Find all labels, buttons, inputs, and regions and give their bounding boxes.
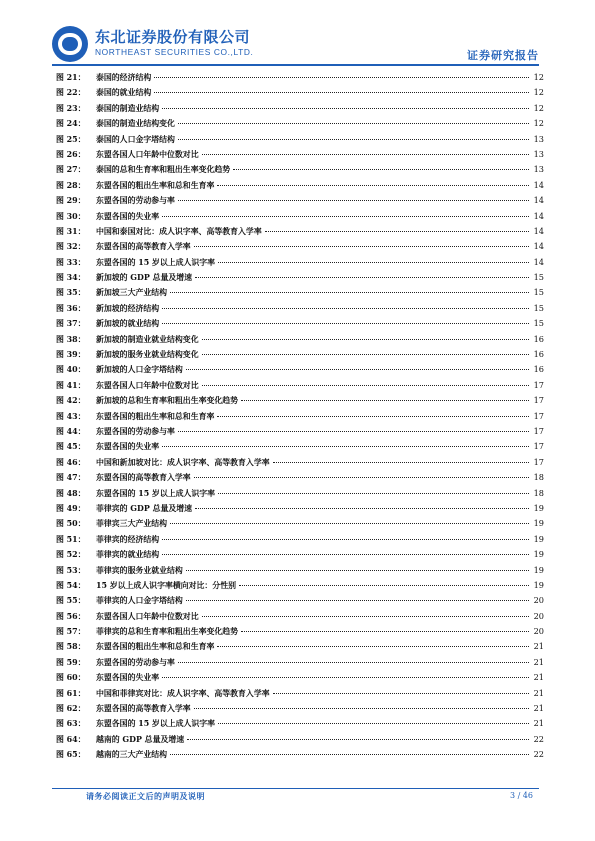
figure-list-item[interactable] (56, 362, 544, 377)
figure-label: 图 56： (56, 611, 86, 621)
dot-leader (217, 645, 529, 647)
figure-list-item[interactable] (56, 316, 544, 331)
dot-leader (233, 168, 529, 170)
dot-leader (162, 322, 529, 324)
dot-leader (202, 353, 529, 355)
figure-label: 图 61： (56, 688, 86, 698)
figure-list-item[interactable] (56, 732, 544, 747)
dot-leader (194, 707, 529, 709)
figure-label: 图 42： (56, 396, 86, 406)
figure-label: 图 46： (56, 457, 86, 467)
figure-list-item[interactable] (56, 655, 544, 670)
figure-label: 图 36： (56, 303, 86, 313)
figure-title: 越南的三大产业结构 (96, 750, 168, 760)
figure-title: 泰国的制造业结构变化 (96, 119, 175, 129)
figure-label: 图 53： (56, 565, 86, 575)
figure-title: 泰国的就业结构 (96, 88, 152, 98)
figure-page-number: 15 (533, 287, 544, 298)
figure-title: 东盟各国人口年龄中位数对比 (96, 380, 199, 390)
figure-label: 图 26： (56, 149, 86, 159)
figure-title: 新加坡的人口金字塔结构 (96, 365, 183, 375)
figure-label: 图 38： (56, 334, 86, 344)
figure-list-item[interactable] (56, 609, 544, 624)
figure-title: 东盟各国的劳动参与率 (96, 196, 175, 206)
dot-leader (218, 492, 529, 494)
figure-label: 图 60： (56, 673, 86, 683)
figure-label: 图 35： (56, 288, 86, 298)
figure-title: 东盟各国的粗出生率和总和生育率 (96, 642, 215, 652)
figure-label: 图 59： (56, 657, 86, 667)
figure-list-item[interactable] (56, 393, 544, 408)
dot-leader (195, 507, 529, 509)
figure-label: 图 57： (56, 627, 86, 637)
figure-page-number: 20 (533, 610, 544, 621)
figure-title: 东盟各国的高等教育入学率 (96, 473, 191, 483)
figure-title: 东盟各国的失业率 (96, 673, 160, 683)
figure-label: 图 21： (56, 73, 86, 82)
dot-leader (202, 153, 529, 155)
figure-title: 泰国的经济结构 (96, 73, 152, 82)
figure-title: 东盟各国的高等教育入学率 (96, 704, 191, 714)
figure-page-number: 16 (533, 364, 544, 375)
page-number: 3 / 46 (509, 791, 533, 800)
figure-page-number: 17 (533, 441, 544, 452)
dot-leader (178, 661, 529, 663)
figure-title: 泰国的总和生育率和粗出生率变化趋势 (96, 165, 231, 175)
figure-list-item[interactable] (56, 439, 544, 454)
dot-leader (217, 415, 529, 417)
figure-page-number: 21 (533, 656, 544, 667)
figure-page-number: 19 (533, 533, 544, 544)
figure-title: 东盟各国的高等教育入学率 (96, 242, 191, 252)
figure-title: 泰国的制造业结构 (96, 103, 160, 113)
figure-page-number: 13 (533, 133, 544, 144)
figure-list-item[interactable] (56, 70, 544, 85)
figure-list-item[interactable] (56, 224, 544, 239)
figure-title: 菲律宾的人口金字塔结构 (96, 596, 183, 606)
figure-list-item[interactable] (56, 301, 544, 316)
figure-list-item[interactable] (56, 639, 544, 654)
figure-list-item[interactable] (56, 686, 544, 701)
footer-disclaimer: 请务必阅读正文后的声明及说明 (86, 792, 205, 801)
figure-label: 图 30： (56, 211, 86, 221)
figure-title: 新加坡三大产业结构 (96, 288, 168, 298)
figure-label: 图 54： (56, 580, 86, 590)
dot-leader (178, 430, 529, 432)
figure-title: 菲律宾的总和生育率和粗出生率变化趋势 (96, 627, 239, 637)
figure-label: 图 52： (56, 550, 86, 560)
dot-leader (162, 445, 529, 447)
figure-label: 图 23： (56, 103, 86, 113)
figure-label: 图 22： (56, 88, 86, 98)
figure-page-number: 14 (533, 225, 544, 236)
figure-list-item[interactable] (56, 486, 544, 501)
figure-list-item[interactable] (56, 563, 544, 578)
dot-leader (162, 215, 529, 217)
figure-list-item[interactable] (56, 455, 544, 470)
figure-title: 菲律宾三大产业结构 (96, 519, 168, 529)
figure-list-item[interactable] (56, 132, 544, 147)
dot-leader (170, 291, 529, 293)
figure-title: 东盟各国的 15 岁以上成人识字率 (96, 257, 216, 267)
figure-list-item[interactable] (56, 624, 544, 639)
figure-page-number: 21 (533, 672, 544, 683)
dot-leader (202, 615, 529, 617)
figure-label: 图 44： (56, 426, 86, 436)
dot-leader (241, 630, 529, 632)
figure-label: 图 47： (56, 473, 86, 483)
company-name-cn: 东北证券股份有限公司 (95, 28, 251, 46)
dot-leader (186, 569, 529, 571)
figure-list-item[interactable] (56, 547, 544, 562)
figure-label: 图 50： (56, 519, 86, 529)
figure-page-number: 21 (533, 687, 544, 698)
figure-title: 菲律宾的就业结构 (96, 550, 160, 560)
figure-label: 图 43： (56, 411, 86, 421)
figure-page-number: 13 (533, 148, 544, 159)
figure-page-number: 12 (533, 102, 544, 113)
dot-leader (202, 338, 529, 340)
figure-title: 东盟各国的 15 岁以上成人识字率 (96, 719, 216, 729)
figure-list-item[interactable] (56, 178, 544, 193)
figure-label: 图 65： (56, 750, 86, 760)
dot-leader (162, 676, 529, 678)
figure-list-item[interactable] (56, 209, 544, 224)
figure-list-item[interactable] (56, 332, 544, 347)
dot-leader (186, 368, 529, 370)
page-header (0, 0, 595, 70)
figure-list (56, 70, 544, 763)
figure-label: 图 27： (56, 165, 86, 175)
figure-page-number: 12 (533, 87, 544, 98)
figure-title: 新加坡的制造业就业结构变化 (96, 334, 199, 344)
figure-list-item[interactable] (56, 285, 544, 300)
figure-page-number: 16 (533, 333, 544, 344)
dot-leader (186, 599, 529, 601)
dot-leader (178, 138, 529, 140)
dot-leader (162, 538, 529, 540)
figure-page-number: 17 (533, 395, 544, 406)
figure-list-item[interactable] (56, 470, 544, 485)
figure-page-number: 14 (533, 195, 544, 206)
figure-list-item[interactable] (56, 270, 544, 285)
figure-list-item[interactable] (56, 162, 544, 177)
figure-page-number: 16 (533, 349, 544, 360)
footer-divider (52, 788, 539, 789)
figure-page-number: 12 (533, 72, 544, 82)
figure-label: 图 48： (56, 488, 86, 498)
dot-leader (170, 522, 529, 524)
figure-label: 图 33： (56, 257, 86, 267)
dot-leader (162, 107, 529, 109)
figure-title: 新加坡的就业结构 (96, 319, 160, 329)
dot-leader (273, 461, 529, 463)
figure-page-number: 18 (533, 472, 544, 483)
figure-label: 图 40： (56, 365, 86, 375)
report-type-label: 证券研究报告 (467, 49, 539, 62)
figure-title: 中国和新加坡对比：成人识字率、高等教育入学率 (96, 457, 270, 467)
figure-label: 图 29： (56, 196, 86, 206)
figure-page-number: 14 (533, 241, 544, 252)
figure-title: 菲律宾的服务业就业结构 (96, 565, 183, 575)
figure-title: 东盟各国的劳动参与率 (96, 657, 175, 667)
figure-title: 东盟各国人口年龄中位数对比 (96, 611, 199, 621)
figure-label: 图 25： (56, 134, 86, 144)
dot-leader (239, 584, 529, 586)
figure-list-item[interactable] (56, 670, 544, 685)
figure-list-item[interactable] (56, 716, 544, 731)
dot-leader (162, 307, 529, 309)
dot-leader (162, 553, 529, 555)
figure-title: 东盟各国的失业率 (96, 211, 160, 221)
figure-title: 中国和泰国对比：成人识字率、高等教育入学率 (96, 226, 262, 236)
figure-title: 菲律宾的 GDP 总量及增速 (96, 503, 193, 513)
company-logo-icon (52, 26, 88, 62)
figure-title: 东盟各国的 15 岁以上成人识字率 (96, 488, 216, 498)
figure-label: 图 49： (56, 503, 86, 513)
figure-page-number: 19 (533, 549, 544, 560)
figure-label: 图 31： (56, 226, 86, 236)
figure-list-item[interactable] (56, 747, 544, 762)
figure-list-item[interactable] (56, 116, 544, 131)
figure-page-number: 19 (533, 502, 544, 513)
dot-leader (178, 199, 529, 201)
figure-page-number: 21 (533, 703, 544, 714)
figure-label: 图 45： (56, 442, 86, 452)
figure-label: 图 62： (56, 704, 86, 714)
figure-page-number: 22 (533, 733, 544, 744)
figure-list-item[interactable] (56, 501, 544, 516)
figure-title: 东盟各国的粗出生率和总和生育率 (96, 411, 215, 421)
figure-list-item[interactable] (56, 193, 544, 208)
dot-leader (194, 476, 529, 478)
dot-leader (202, 384, 529, 386)
figure-page-number: 15 (533, 302, 544, 313)
figure-title: 新加坡的 GDP 总量及增速 (96, 273, 193, 283)
figure-title: 菲律宾的经济结构 (96, 534, 160, 544)
figure-page-number: 21 (533, 641, 544, 652)
figure-label: 图 64： (56, 734, 86, 744)
figure-title: 越南的 GDP 总量及增速 (96, 734, 185, 744)
header-divider (52, 64, 539, 66)
dot-leader (218, 722, 529, 724)
dot-leader (170, 753, 529, 755)
figure-page-number: 21 (533, 718, 544, 729)
figure-title: 东盟各国的粗出生率和总和生育率 (96, 180, 215, 190)
figure-page-number: 19 (533, 518, 544, 529)
figure-title: 东盟各国的劳动参与率 (96, 426, 175, 436)
figure-page-number: 20 (533, 626, 544, 637)
figure-page-number: 19 (533, 564, 544, 575)
figure-page-number: 13 (533, 164, 544, 175)
figure-page-number: 20 (533, 595, 544, 606)
figure-list-item[interactable] (56, 239, 544, 254)
figure-page-number: 19 (533, 579, 544, 590)
figure-list-item[interactable] (56, 378, 544, 393)
figure-list-item[interactable] (56, 147, 544, 162)
figure-list-item[interactable] (56, 101, 544, 116)
dot-leader (273, 692, 529, 694)
figure-page-number: 14 (533, 179, 544, 190)
dot-leader (265, 230, 529, 232)
figure-label: 图 24： (56, 119, 86, 129)
figure-list-item[interactable] (56, 85, 544, 100)
figure-page-number: 12 (533, 118, 544, 129)
figure-title: 东盟各国的失业率 (96, 442, 160, 452)
figure-label: 图 39： (56, 350, 86, 360)
figure-page-number: 17 (533, 379, 544, 390)
dot-leader (187, 738, 529, 740)
figure-list-item[interactable] (56, 701, 544, 716)
figure-list-item[interactable] (56, 578, 544, 593)
figure-page-number: 17 (533, 425, 544, 436)
figure-label: 图 28： (56, 180, 86, 190)
figure-page-number: 17 (533, 410, 544, 421)
figure-label: 图 55： (56, 596, 86, 606)
dot-leader (241, 399, 529, 401)
figure-list-item[interactable] (56, 424, 544, 439)
figure-list-item[interactable] (56, 255, 544, 270)
dot-leader (178, 122, 529, 124)
figure-label: 图 63： (56, 719, 86, 729)
figure-page-number: 17 (533, 456, 544, 467)
figure-label: 图 58： (56, 642, 86, 652)
figure-title: 中国和菲律宾对比：成人识字率、高等教育入学率 (96, 688, 270, 698)
figure-page-number: 18 (533, 487, 544, 498)
figure-label: 图 32： (56, 242, 86, 252)
dot-leader (218, 261, 529, 263)
figure-title: 新加坡的总和生育率和粗出生率变化趋势 (96, 396, 239, 406)
figure-page-number: 14 (533, 210, 544, 221)
figure-title: 泰国的人口金字塔结构 (96, 134, 175, 144)
dot-leader (217, 184, 529, 186)
figure-label: 图 51： (56, 534, 86, 544)
figure-list-item[interactable] (56, 347, 544, 362)
figure-label: 图 41： (56, 380, 86, 390)
figure-title: 新加坡的经济结构 (96, 303, 160, 313)
dot-leader (194, 245, 529, 247)
figure-page-number: 22 (533, 749, 544, 760)
figure-page-number: 15 (533, 318, 544, 329)
figure-title: 新加坡的服务业就业结构变化 (96, 350, 199, 360)
figure-label: 图 34： (56, 273, 86, 283)
figure-list-item[interactable] (56, 532, 544, 547)
figure-page-number: 14 (533, 256, 544, 267)
figure-list-item[interactable] (56, 516, 544, 531)
dot-leader (154, 91, 529, 93)
figure-label: 图 37： (56, 319, 86, 329)
dot-leader (195, 276, 529, 278)
figure-title: 东盟各国人口年龄中位数对比 (96, 149, 199, 159)
figure-list-item[interactable] (56, 593, 544, 608)
figure-list-item[interactable] (56, 409, 544, 424)
dot-leader (154, 76, 529, 78)
figure-title: 15 岁以上成人识字率横向对比：分性别 (96, 580, 236, 590)
company-name-en: NORTHEAST SECURITIES CO.,LTD. (95, 47, 254, 57)
figure-page-number: 15 (533, 272, 544, 283)
